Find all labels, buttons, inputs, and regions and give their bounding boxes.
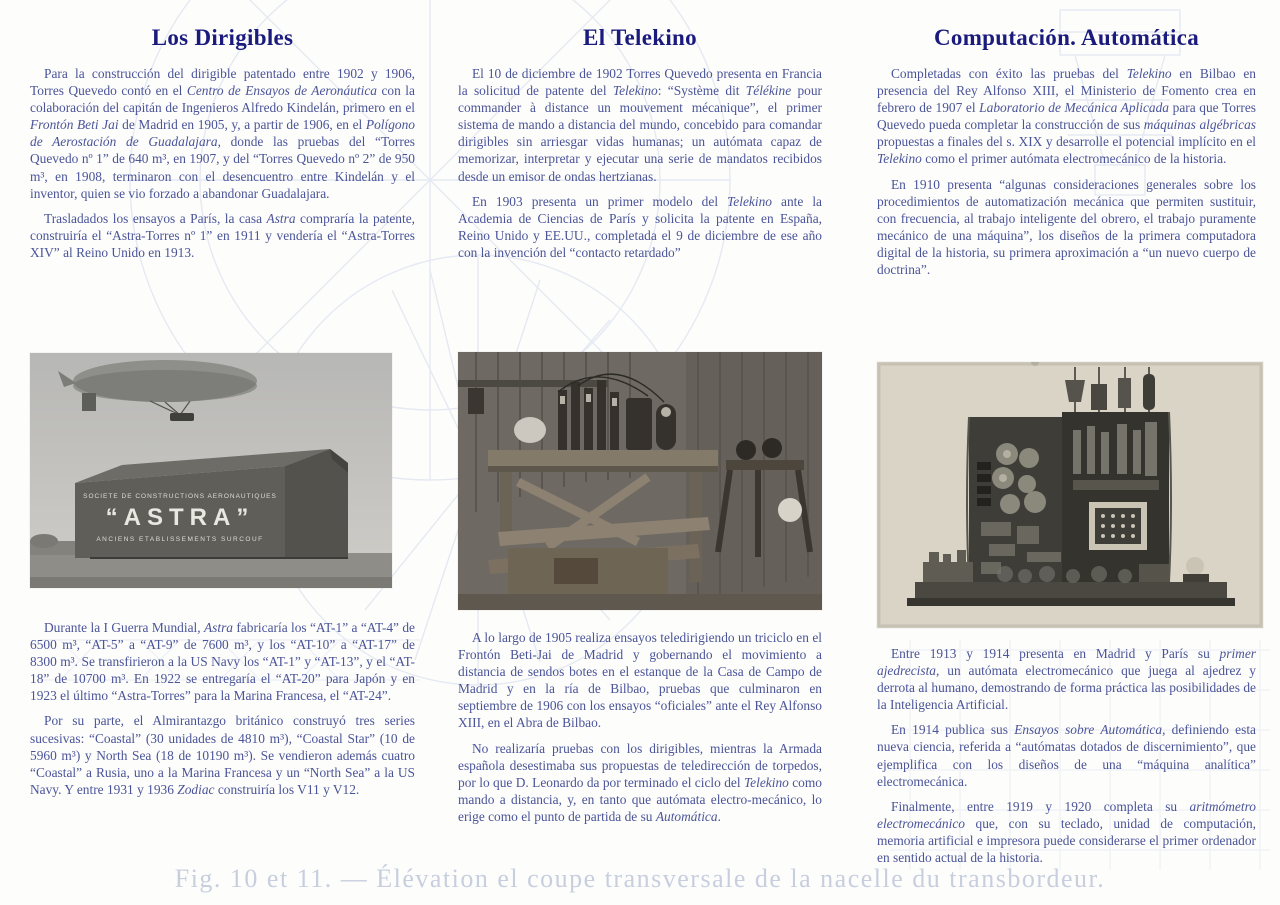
telekino-workshop-photo [458,352,822,610]
paragraph: En 1903 presenta un primer modelo del Telekino ante la Academia de Ciencias de París y solicita la patente en España, Reino Unido y EE.UU., completada el 9 de diciembre de ese año con la invención del “contacto retardado” [458,193,822,260]
svg-text:“ASTRA”: “ASTRA” [105,504,255,531]
svg-text:ANCIENS ETABLISSEMENTS SURCOUF: ANCIENS ETABLISSEMENTS SURCOUF [96,536,264,543]
column-computacion [877,0,1257,866]
paragraph: Completadas con éxito las pruebas del Telekino en Bilbao en presencia del Rey Alfonso XIII, el Ministerio de Fomento crea en febrero de 1907 el Laboratorio de Mecánica Aplicada para que Torres Quevedo pueda completar la construcción de sus máquinas algébricas propuestas a finales del s. XIX y desarrolle el potencial implícito en el Telekino como el primer autómata electromecánico de la historia. [877,66,1256,167]
paragraph: Trasladados los ensayos a París, la casa Astra compraría la patente, construiría el “Astra-Torres nº 1” en 1911 y vendería el “Astra-Torres XIV” al Reino Unido en 1913. [30,210,415,260]
paragraph: No realizaría pruebas con los dirigibles, mientras la Armada española desestimaba sus propuestas de teledirección de torpedos, por lo que D. Leonardo da por terminado el ciclo del Telekino como mando a distancia, y, en tanto que autómata electro-mecánico, lo erige como el punto de partida de su Automática. [458,740,822,824]
paragraph: El 10 de diciembre de 1902 Torres Quevedo presenta en Francia la solicitud de patente del Telekino: “Système dit Télékine pour commander à distance un mouvement mécanique”, el primer sistema de mando a distancia del mundo, concebido para comandar dirigibles sin arriesgar vidas humanas; un autómata capaz de memorizar, interpretar y ejecutar una serie de mandatos recibidos desde un emisor de ondas hertzianas. [458,66,822,184]
computacion-outro-text [877,645,1256,874]
paragraph: En 1914 publica sus Ensayos sobre Automática, definiendo esta nueva ciencia, referida a “autómatas dotados de discernimiento”, que ejemplifica con los diseños de una “máquina analítica” electromecánica. [877,722,1257,789]
electromechanical-machine-photo [877,362,1263,628]
paragraph: A lo largo de 1905 realiza ensayos teledirigiendo un triciclo en el Frontón Beti-Jai de Madrid y gobernando el movimiento a distancia de sendos botes en el estanque de la Casa de Campo de Madrid y en la ría de Bilbao, pruebas que culminaron en septiembre de 1906 con los ensayos “oficiales” ante el Rey Alfonso XIII, en el Abra de Bilbao. [458,630,822,731]
paragraph: Finalmente, entre 1919 y 1920 completa su aritmómetro electromecánico que, con su teclado, unidad de computación, memoria artificial e impresora puede considerarse el primer ordenador en sentido actual de la historia. [877,798,1256,866]
column-title-telekino: El Telekino [583,25,697,50]
telekino-intro-text [458,65,822,261]
paragraph: Por su parte, el Almirantazgo británico construyó tres series sucesivas: “Coastal” (30 unidades de 4810 m³), “Coastal Star” (10 de 5960 m³) y North Sea (18 de 10190 m³). Se vendieron además cuatro “Coastal” a Rusia, uno a la Marina Francesa y un “North Sea” a la US Navy. Y entre 1931 y 1936 Zodiac construiría los V11 y V12. [30,713,415,797]
computacion-intro-text [877,65,1256,278]
dirigibles-outro-text [30,619,415,806]
column-title-computacion: Computación. Automática [933,25,1199,50]
column-dirigibles [30,0,415,797]
column-title-dirigibles: Los Dirigibles [151,25,294,50]
figure-caption-watermark: Fig. 10 et 11. — Élévation el coupe transversale de la nacelle du transbordeur. [174,864,1106,893]
svg-text:SOCIETE DE CONSTRUCTIONS AERON: SOCIETE DE CONSTRUCTIONS AERONAUTIQUES [83,493,277,500]
paragraph: Durante la I Guerra Mundial, Astra fabricaría los “AT-1” a “AT-4” de 6500 m³, “AT-5” a “AT-9” de 7600 m³, y los “AT-10” a “AT-17” de 8300 m³. Se transfirieron a la US Navy los “AT-1” y “AT-13”, y el “AT-18” de 10700 m³. En 1922 se entregaría el “AT-20” para Japón y en 1923 el último “Astra-Torres” para la Marina Francesa, el “AT-24”. [30,620,415,704]
dirigibles-intro-text [30,65,415,261]
paragraph: Para la construcción del dirigible patentado entre 1902 y 1906, Torres Quevedo contó en el Centro de Ensayos de Aeronáutica con la colaboración del capitán de Ingenieros Alfredo Kindelán, primero en el Frontón Beti Jai de Madrid en 1905, y, a partir de 1906, en el Polígono de Aerostación de Guadalajara, donde las pruebas del “Torres Quevedo nº 1” de 640 m³, en 1907, y del “Torres Quevedo nº 2” de 950 m³, en 1908, terminaron con el desencuentro entre Kindelán y el inventor, quien se vio forzado a abandonar Guadalajara. [30,66,415,201]
telekino-outro-text [458,629,822,833]
paragraph: Entre 1913 y 1914 presenta en Madrid y París su primer ajedrecista, un autómata electromecánico que juega al ajedrez y derrota al humano, demostrando de forma práctica las posibilidades de la Inteligencia Artificial. [877,646,1256,713]
column-telekino [458,0,822,824]
paragraph: En 1910 presenta “algunas consideraciones generales sobre los procedimientos de automatización mecánica que permiten sustituir, con frecuencia, al trabajo inteligente del obrero, el trabajo puramente mecánico de una máquina”, los diseños de la primera computadora digital de la historia, su primera aproximación a “un nuevo cuerpo de doctrina”. [877,176,1256,278]
airship-astra-hangar-photo [30,353,392,588]
